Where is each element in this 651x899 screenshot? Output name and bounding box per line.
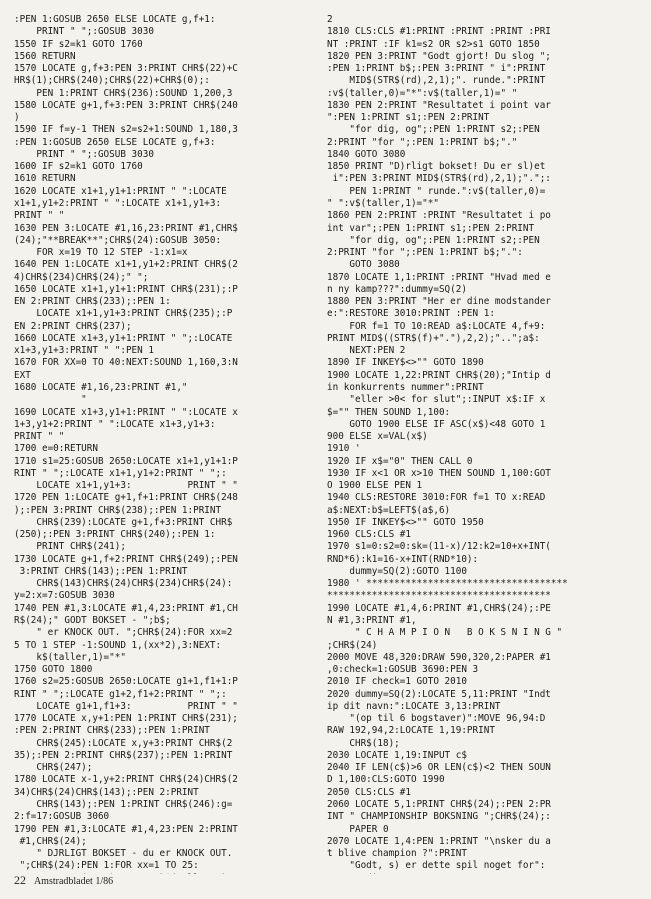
code-line: " er KNOCK OUT. ";CHR$(24):FOR xx=2 — [14, 627, 233, 639]
code-line: HR$(1);CHR$(240);CHR$(22)+CHR$(0);: — [14, 75, 210, 87]
code-line: PRINT " " — [14, 431, 65, 443]
code-line: " DJRLIGT BOKSET - du er KNOCK OUT. — [14, 848, 233, 860]
code-line: 1960 CLS:CLS #1 — [327, 529, 411, 541]
code-line: y=2:x=7:GOSUB 3030 — [14, 590, 115, 602]
code-line: $="" THEN SOUND 1,100: — [327, 406, 451, 418]
code-line: 1920 IF x$="0" THEN CALL 0 — [327, 455, 473, 467]
code-line: GOTO 1900 ELSE IF ASC(x$)<48 GOTO 1 — [327, 418, 546, 430]
code-line: ";CHR$(24):PEN 1:FOR xx=1 TO 25: — [14, 860, 199, 872]
code-line: RAW 192,94,2:LOCATE 1,19:PRINT — [327, 725, 495, 737]
code-line: 4)CHR$(234)CHR$(24);" "; — [14, 271, 149, 283]
code-line: PEN 1:PRINT CHR$(236):SOUND 1,200,3 — [14, 87, 233, 99]
code-line: 900 ELSE x=VAL(x$) — [327, 431, 428, 443]
publication-name: Amstradbladet 1/86 — [33, 876, 114, 887]
code-line: 2030 LOCATE 1,19:INPUT c$ — [327, 749, 467, 761]
code-line: EXT — [14, 369, 31, 381]
code-line: x1+1,y1+2:PRINT " ":LOCATE x1+1,y1+3: — [14, 197, 222, 209]
code-line: e:":RESTORE 3010:PRINT :PEN 1: — [327, 308, 495, 320]
page-footer — [14, 873, 113, 888]
code-line: n ny kamp???":dummy=SQ(2) — [327, 283, 467, 295]
code-line: " ":v$(taller,1)="*" — [327, 197, 439, 209]
code-line: NT :PRINT :IF k1=s2 OR s2>s1 GOTO 1850 — [327, 38, 540, 50]
code-line: PRINT " " — [14, 210, 65, 222]
code-line: CHR$(247); — [14, 762, 93, 774]
code-line: 2040 IF LEN(c$)>6 OR LEN(c$)<2 THEN SOUN — [327, 762, 551, 774]
code-line: t blive champion ?":PRINT — [327, 848, 467, 860]
code-line: 1570 LOCATE g,f+3:PEN 3:PRINT CHR$(22)+C — [14, 63, 238, 75]
code-line: 1910 ' — [327, 443, 361, 455]
code-line: "eller >0< for slut";:INPUT x$:IF x — [327, 394, 546, 406]
code-line: MID$(STR$(rd),2,1);". runde.":PRINT — [327, 75, 546, 87]
code-line: CHR$(239):LOCATE g+1,f+3:PRINT CHR$ — [14, 516, 233, 528]
code-line: ) — [14, 112, 20, 124]
code-line: ,0:check=1:GOSUB 3690:PEN 3 — [327, 664, 479, 676]
code-line: PRINT " ";:GOSUB 3030 — [14, 26, 154, 38]
code-line: LOCATE g1+1,f1+3: PRINT " " — [14, 700, 238, 712]
code-line: 1770 LOCATE x,y+1:PEN 1:PRINT CHR$(231); — [14, 713, 238, 725]
code-line: 1890 IF INKEY$<>"" GOTO 1890 — [327, 357, 484, 369]
code-line: FOR f=1 TO 10:READ a$:LOCATE 4,f+9: — [327, 320, 546, 332]
code-line: 1740 PEN #1,3:LOCATE #1,4,23:PRINT #1,CH — [14, 602, 238, 614]
code-line — [327, 873, 643, 874]
code-line: 5 TO 1 STEP -1:SOUND 1,(xx*2),3:NEXT: — [14, 639, 222, 651]
code-line: 1590 IF f=y-1 THEN s2=s2+1:SOUND 1,180,3 — [14, 124, 238, 136]
listing-column-left — [14, 14, 319, 874]
code-line: 1780 LOCATE x-1,y+2:PRINT CHR$(24)CHR$(2 — [14, 774, 238, 786]
code-line: 1560 RETURN — [14, 50, 76, 62]
code-line: 1980 ' ************************************ — [327, 578, 568, 590]
code-line: 1750 GOTO 1800 — [14, 664, 93, 676]
code-line: in konkurrents nummer":PRINT — [327, 381, 484, 393]
code-line: );:PEN 3:PRINT CHR$(238);:PEN 1:PRINT — [14, 504, 222, 516]
code-line: 34)CHR$(24)CHR$(143);:PEN 2:PRINT — [14, 786, 199, 798]
code-line: **************************************** — [327, 590, 551, 602]
code-line: INT " CHAMPIONSHIP BOKSNING ";CHR$(24);: — [327, 811, 551, 823]
code-line: 2050 CLS:CLS #1 — [327, 786, 411, 798]
code-line: ;CHR$(24) — [327, 639, 378, 651]
code-line: CHR$(143);:PEN 1:PRINT CHR$(246):g= — [14, 799, 233, 810]
code-line: 35);:PEN 2:PRINT CHR$(237);:PEN 1:PRINT — [14, 749, 233, 761]
code-line: 1730 LOCATE g+1,f+2:PRINT CHR$(249);:PEN — [14, 553, 238, 565]
code-line: 1790 PEN #1,3:LOCATE #1,4,23:PEN 2:PRINT — [14, 823, 238, 835]
code-line: LOCATE x1+1,y1+3:PRINT CHR$(235);:P — [14, 308, 233, 320]
code-line: 1970 s1=0:s2=0:sk=(11-x)/12:k2=10+x+INT( — [327, 541, 551, 553]
code-line: i":PEN 3:PRINT MID$(STR$(rd),2,1);".";: — [327, 173, 551, 185]
code-line: " C H A M P I O N B O K S N I N G " — [327, 627, 563, 639]
code-line: RND*6):k1=16-x+INT(RND*10): — [327, 553, 479, 565]
code-line: PEN 1:PRINT " runde.":v$(taller,0)= — [327, 185, 546, 197]
code-line: LOCATE x1+1,y1+3: PRINT " " — [14, 480, 238, 492]
code-line: 2060 LOCATE 5,1:PRINT CHR$(24);:PEN 2:PR — [327, 799, 551, 810]
code-line: 1710 s1=25:GOSUB 2650:LOCATE x1+1,y1+1:P — [14, 455, 238, 467]
code-line: NEXT:PEN 2 — [327, 345, 406, 357]
code-line: PRINT CHR$(241); — [14, 541, 126, 553]
code-line: GOTO 3080 — [327, 259, 400, 271]
code-line: 1870 LOCATE 1,1:PRINT :PRINT "Hvad med e — [327, 271, 551, 283]
code-line: 1580 LOCATE g+1,f+3:PEN 3:PRINT CHR$(240 — [14, 99, 238, 111]
code-line: 1860 PEN 2:PRINT :PRINT "Resultatet i po — [327, 210, 551, 222]
code-line: 1840 GOTO 3080 — [327, 148, 406, 160]
code-line: k$(taller,1)="*" — [14, 651, 126, 663]
code-line: "for dig, og";:PEN 1:PRINT s2;:PEN — [327, 234, 540, 246]
code-line: x1+3,y1+3:PRINT " ":PEN 1 — [14, 345, 154, 357]
code-line: dummy=SQ(2):GOTO 1100 — [327, 565, 467, 577]
code-line: CHR$(18); — [327, 737, 400, 749]
code-line: "(op til 6 bogstaver)":MOVE 96,94:D — [327, 713, 546, 725]
code-line: PAPER 0 — [327, 823, 389, 835]
code-line: a$:NEXT:b$=LEFT$(a$,6) — [327, 504, 451, 516]
code-line: D 1,100:CLS:GOTO 1990 — [327, 774, 445, 786]
code-line: 1630 PEN 3:LOCATE #1,16,23:PRINT #1,CHR$ — [14, 222, 238, 234]
code-line: 2070 LOCATE 1,4:PEN 1:PRINT "\nsker du a — [327, 835, 551, 847]
code-line: 2 — [327, 14, 333, 25]
code-line: 2:PRINT "for ";:PEN 1:PRINT b$;".": — [327, 247, 523, 259]
code-line: RINT " ";:LOCATE x1+1,y1+2:PRINT " ";: — [14, 467, 227, 479]
code-line: :v$(taller,0)="*":v$(taller,1)=" " — [327, 87, 518, 99]
code-line: :PEN 1:GOSUB 2650 ELSE LOCATE g,f+3: — [14, 136, 216, 148]
code-line: PRINT " ";:GOSUB 3030 — [14, 148, 154, 160]
code-line: 2020 dummy=SQ(2):LOCATE 5,11:PRINT "Indt — [327, 688, 551, 700]
code-line: R$(24);" GODT BOKSET - ";b$; — [14, 615, 171, 627]
code-line: N #1,3:PRINT #1, — [327, 615, 417, 627]
listing-column-right — [327, 14, 643, 874]
code-line: 1690 LOCATE x1+3,y1+1:PRINT " ":LOCATE x — [14, 406, 238, 418]
code-line: EN 2:PRINT CHR$(233);:PEN 1: — [14, 296, 171, 308]
code-line: ip dit navn:":LOCATE 3,13:PRINT — [327, 700, 501, 712]
code-line: 1680 LOCATE #1,16,23:PRINT #1," — [14, 381, 188, 393]
code-line: 1620 LOCATE x1+1,y1+1:PRINT " ":LOCATE — [14, 185, 227, 197]
code-line: CHR$(245):LOCATE x,y+3:PRINT CHR$(2 — [14, 737, 233, 749]
code-line: 1720 PEN 1:LOCATE g+1,f+1:PRINT CHR$(248 — [14, 492, 238, 504]
code-line: RINT " ";:LOCATE g1+2,f1+2:PRINT " ";: — [14, 688, 227, 700]
code-line: 1990 LOCATE #1,4,6:PRINT #1,CHR$(24);:PE — [327, 602, 551, 614]
code-line: (24);"**BREAK**";CHR$(24):GOSUB 3050: — [14, 234, 222, 246]
code-line: "for dig, og";:PEN 1:PRINT s2;:PEN — [327, 124, 540, 136]
code-line: 1760 s2=25:GOSUB 2650:LOCATE g1+1,f1+1:P — [14, 676, 238, 688]
code-line: 1830 PEN 2:PRINT "Resultatet i point var — [327, 99, 551, 111]
page-number: 22 — [14, 873, 26, 887]
code-line: 1950 IF INKEY$<>"" GOTO 1950 — [327, 516, 484, 528]
code-line: 1880 PEN 3:PRINT "Her er dine modstander — [327, 296, 551, 308]
code-line: :PEN 1:GOSUB 2650 ELSE LOCATE g,f+1: — [14, 14, 216, 25]
code-line: PRINT MID$((STR$(f)+"."),2,2);"..";a$: — [327, 332, 540, 344]
code-line: 1700 e=0:RETURN — [14, 443, 98, 455]
code-line: 3:PRINT CHR$(143);:PEN 1:PRINT — [14, 565, 188, 577]
code-line: 1640 PEN 1:LOCATE x1+1,y1+2:PRINT CHR$(2 — [14, 259, 238, 271]
code-line: CHR$(143)CHR$(24)CHR$(234)CHR$(24): — [14, 578, 233, 590]
code-line: 1670 FOR XX=0 TO 40:NEXT:SOUND 1,160,3:N — [14, 357, 238, 369]
code-line: :PEN 2:PRINT CHR$(233);:PEN 1:PRINT — [14, 725, 210, 737]
code-line: 1610 RETURN — [14, 173, 76, 185]
code-line: 1660 LOCATE x1+3,y1+1:PRINT " ";:LOCATE — [14, 332, 233, 344]
code-line: 2:PRINT "for ";:PEN 1:PRINT b$;"." — [327, 136, 518, 148]
code-line: O 1900 ELSE PEN 1 — [327, 480, 423, 492]
code-line: 2010 IF check=1 GOTO 2010 — [327, 676, 467, 688]
code-line: 2:f=17:GOSUB 3060 — [14, 811, 110, 823]
code-line: 1940 CLS:RESTORE 3010:FOR f=1 TO x:READ — [327, 492, 546, 504]
code-line: 1650 LOCATE x1+1,y1+1:PRINT CHR$(231);:P — [14, 283, 238, 295]
code-line: 1820 PEN 3:PRINT "Godt gjort! Du slog "; — [327, 50, 551, 62]
code-line: "Godt, s) er dette spil noget for": — [327, 860, 546, 872]
code-line: 1930 IF x<1 OR x>10 THEN SOUND 1,100:GOT — [327, 467, 551, 479]
code-line: 1810 CLS:CLS #1:PRINT :PRINT :PRINT :PRI — [327, 26, 551, 38]
code-line: (250);:PEN 3:PRINT CHR$(240);:PEN 1: — [14, 529, 216, 541]
code-line: 1+3,y1+2:PRINT " ":LOCATE x1+3,y1+3: — [14, 418, 216, 430]
code-line: 1900 LOCATE 1,22:PRINT CHR$(20);"Intip d — [327, 369, 551, 381]
code-line: int var";:PEN 1:PRINT s1;:PEN 2:PRINT — [327, 222, 535, 234]
code-line: " — [14, 394, 87, 406]
code-line: 1850 PRINT "D)rligt bokset! Du er sl)et — [327, 161, 546, 173]
code-line: :PEN 1:PRINT b$;:PEN 3:PRINT " i":PRINT — [327, 63, 546, 75]
code-line: #1,CHR$(24); — [14, 835, 87, 847]
code-line: 2000 MOVE 48,320:DRAW 590,320,2:PAPER #1 — [327, 651, 551, 663]
code-line: 1600 IF s2=k1 GOTO 1760 — [14, 161, 143, 173]
code-line: FOR x=19 TO 12 STEP -1:x1=x — [14, 247, 188, 259]
code-line: EN 2:PRINT CHR$(237); — [14, 320, 132, 332]
code-line: ":PEN 1:PRINT s1;:PEN 2:PRINT — [327, 112, 490, 124]
code-line: 1550 IF s2=k1 GOTO 1760 — [14, 38, 143, 50]
